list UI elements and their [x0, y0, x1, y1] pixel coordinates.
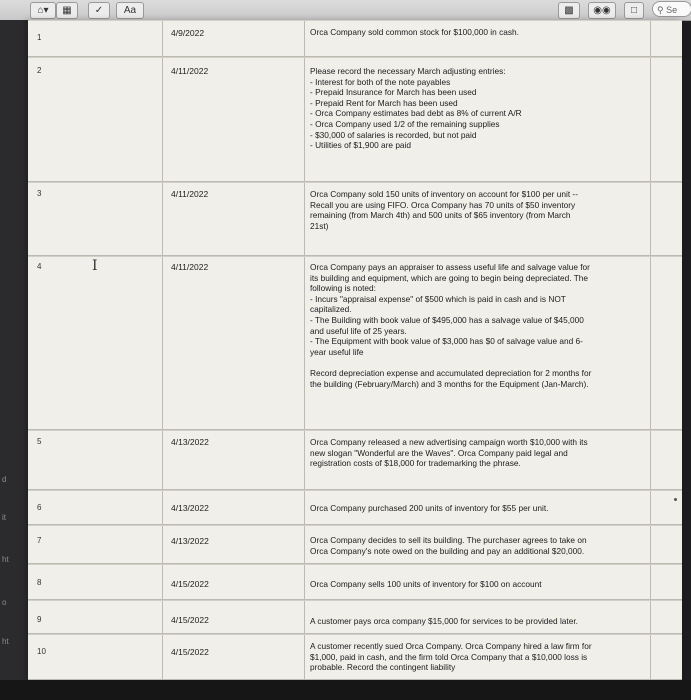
share-icon: □ — [630, 5, 638, 16]
row-date: 4/13/2022 — [171, 503, 209, 513]
row-description[interactable]: Orca Company decides to sell its building. The purchaser agrees to take on Orca Company's note owed on the building and pay an additional $20,000. — [310, 535, 587, 556]
row-number: 3 — [37, 189, 42, 198]
table-row[interactable] — [28, 20, 682, 57]
row-number: 4 — [37, 262, 42, 271]
table-row[interactable] — [28, 600, 682, 634]
table-row[interactable] — [28, 57, 682, 182]
scroll-indicator[interactable] — [674, 498, 677, 501]
row-number: 6 — [37, 503, 42, 512]
search-placeholder: Se — [666, 5, 678, 15]
table-row[interactable] — [28, 634, 682, 680]
row-date: 4/15/2022 — [171, 615, 209, 625]
bottom-bar — [0, 680, 691, 700]
format-label: Aa — [123, 5, 137, 16]
table-row[interactable] — [28, 490, 682, 525]
side-mark: ht — [2, 637, 9, 646]
row-number: 7 — [37, 536, 42, 545]
row-date: 4/11/2022 — [171, 262, 209, 272]
row-date: 4/13/2022 — [171, 536, 209, 546]
table-row[interactable] — [28, 182, 682, 256]
row-number: 8 — [37, 578, 42, 587]
side-mark: d — [2, 475, 7, 484]
row-date: 4/13/2022 — [171, 437, 209, 447]
row-date: 4/15/2022 — [171, 579, 209, 589]
search-input[interactable] — [652, 1, 691, 17]
left-margin — [0, 20, 28, 700]
row-description[interactable]: Orca Company sold 150 units of inventory on account for $100 per unit -- Recall you are using FIFO. Orca Company has 70 units of $50 inventory remaining (from March 4th) and 500 units of $65 inventory (from March 21st) — [310, 189, 578, 231]
row-description[interactable]: Orca Company released a new advertising campaign worth $10,000 with its new slogan "Wonderful are the Waves". Orca Company paid legal and registration costs of $18,000 for trademarking the phrase. — [310, 437, 588, 469]
row-date: 4/9/2022 — [171, 28, 205, 38]
row-description[interactable]: A customer recently sued Orca Company. Orca Company hired a law firm for $1,000, paid in cash, and the firm told Orca Company that a $10,000 loss is probable. Record the contingent liability — [310, 641, 592, 673]
table-row[interactable] — [28, 525, 682, 564]
row-date: 4/15/2022 — [171, 647, 209, 657]
row-description[interactable]: Orca Company sold common stock for $100,000 in cash. — [310, 27, 519, 37]
collaborate-button[interactable] — [588, 2, 616, 19]
side-mark: ht — [2, 555, 9, 564]
row-description[interactable]: Orca Company pays an appraiser to assess useful life and salvage value for its building and equipment, which are going to begin being depreciated. The following is noted: - Incurs "appraisal expense" of $500 which is paid in cash and is NOT capitalized. - The Building with book value of $495,000 has a salvage value of $45,000 and useful life of 25 years. - The Equipment with book value of $3,000 has $0 of salvage value and 6- year useful life Record depreciation expense and accumulated depreciation for 2 months for the building (February/March) and 3 months for the Equipment (Jan-March). — [310, 262, 592, 389]
home-icon: ⌂▾ — [37, 5, 49, 16]
side-mark: it — [2, 513, 6, 522]
grid-view-button[interactable] — [56, 2, 78, 19]
check-circle-icon: ✓ — [94, 5, 104, 16]
row-description[interactable]: Orca Company sells 100 units of inventory for $100 on account — [310, 579, 542, 589]
row-date: 4/11/2022 — [171, 66, 209, 76]
window-icon: ▩ — [564, 5, 574, 16]
row-number: 2 — [37, 66, 42, 75]
share-button[interactable] — [624, 2, 644, 19]
table-row[interactable] — [28, 564, 682, 600]
row-description[interactable]: A customer pays orca company $15,000 for services to be provided later. — [310, 616, 578, 626]
row-number: 5 — [37, 437, 42, 446]
grid-icon: ▦ — [62, 5, 72, 16]
spreadsheet-table — [28, 20, 682, 680]
table-row[interactable] — [28, 430, 682, 490]
row-description[interactable]: Please record the necessary March adjusting entries: - Interest for both of the note payables - Prepaid Insurance for March has been used - Prepaid Rent for March has been used - Orca Company estimates bad debt as 8% of current A/R - Orca Company used 1/2 of the remaining supplies - $30,000 of salaries is recorded, but not paid - Utilities of $1,900 are paid — [310, 66, 522, 151]
sidebar-toggle-button[interactable] — [30, 2, 56, 19]
view-options-button[interactable] — [558, 2, 580, 19]
row-date: 4/11/2022 — [171, 189, 209, 199]
toolbar — [0, 0, 691, 21]
side-mark: o — [2, 598, 7, 607]
row-number: 9 — [37, 615, 42, 624]
row-number: 10 — [37, 647, 46, 656]
markup-button[interactable] — [88, 2, 110, 19]
people-icon: ◉◉ — [593, 5, 611, 16]
row-description[interactable]: Orca Company purchased 200 units of inventory for $55 per unit. — [310, 503, 549, 513]
format-button[interactable] — [116, 2, 144, 19]
search-icon: ⚲ — [657, 5, 664, 15]
row-number: 1 — [37, 33, 42, 42]
table-row[interactable] — [28, 256, 682, 430]
text-cursor-icon: I — [92, 258, 98, 274]
